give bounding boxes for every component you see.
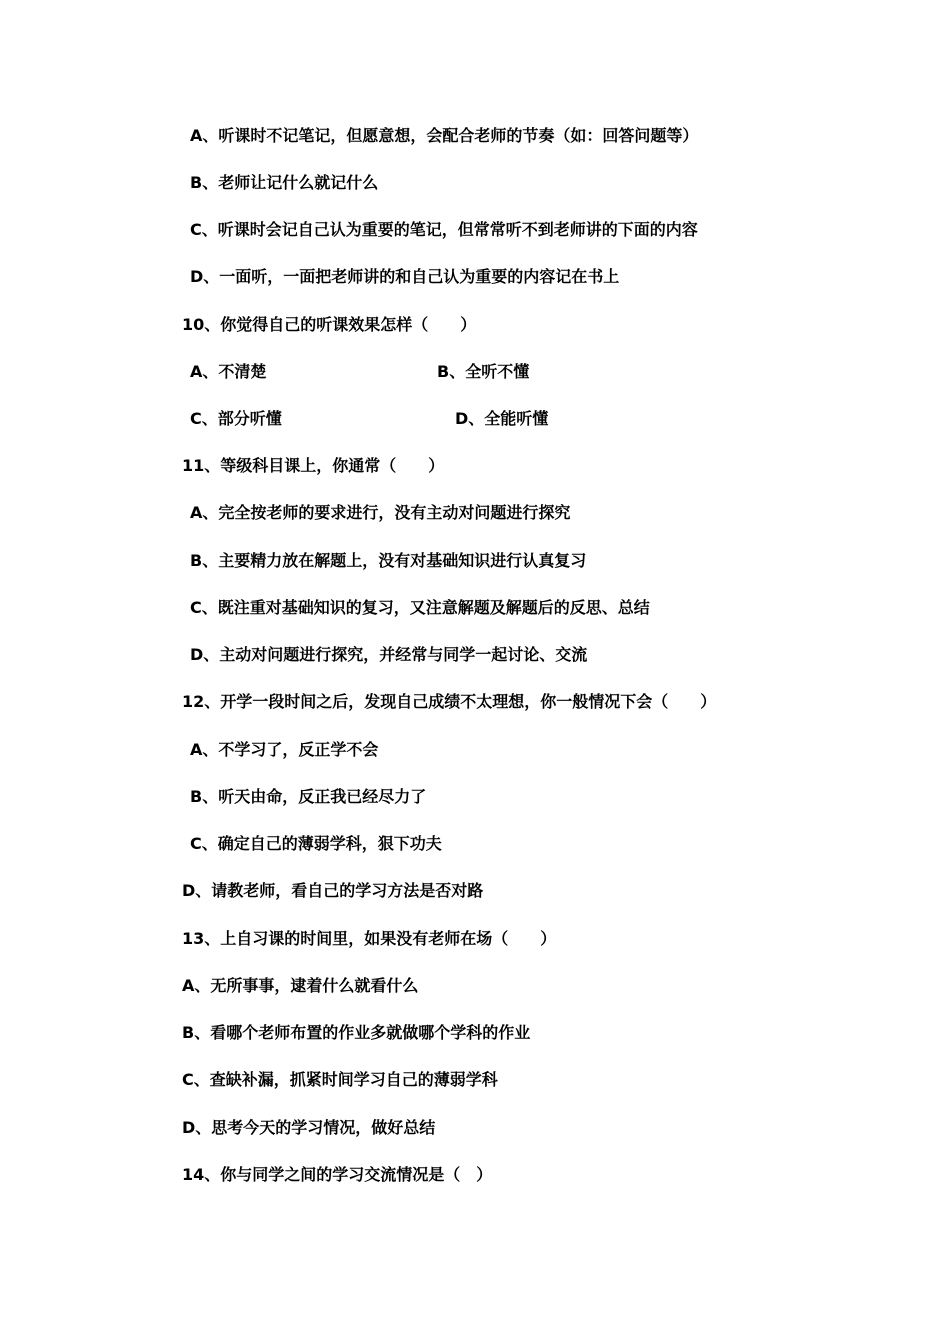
q11-option-d: D、主动对问题进行探究，并经常与同学一起讨论、交流 bbox=[190, 645, 588, 664]
q11-option-b: B、主要精力放在解题上，没有对基础知识进行认真复习 bbox=[190, 551, 587, 570]
question-11: 11、等级科目课上，你通常（ ） bbox=[182, 456, 445, 475]
q12-option-d: D、请教老师，看自己的学习方法是否对路 bbox=[182, 881, 484, 900]
q13-option-c: C、查缺补漏，抓紧时间学习自己的薄弱学科 bbox=[182, 1070, 498, 1089]
q10-option-c: C、部分听懂 bbox=[190, 409, 282, 428]
question-12: 12、开学一段时间之后，发现自己成绩不太理想，你一般情况下会（ ） bbox=[182, 692, 717, 711]
q12-option-b: B、听天由命，反正我已经尽力了 bbox=[190, 787, 427, 806]
q13-option-d: D、思考今天的学习情况，做好总结 bbox=[182, 1118, 436, 1137]
q10-option-d: D、全能听懂 bbox=[455, 409, 549, 428]
q10-option-a: A、不清楚 bbox=[190, 362, 267, 381]
question-13: 13、上自习课的时间里，如果没有老师在场（ ） bbox=[182, 929, 557, 948]
question-14: 14、你与同学之间的学习交流情况是（ ） bbox=[182, 1165, 493, 1184]
q9-option-a: A、听课时不记笔记，但愿意想，会配合老师的节奏（如：回答问题等） bbox=[190, 126, 699, 145]
q11-option-a: A、完全按老师的要求进行，没有主动对问题进行探究 bbox=[190, 503, 571, 522]
q9-option-d: D、一面听，一面把老师讲的和自己认为重要的内容记在书上 bbox=[190, 267, 620, 286]
q13-option-a: A、无所事事，逮着什么就看什么 bbox=[182, 976, 419, 995]
q12-option-a: A、不学习了，反正学不会 bbox=[190, 740, 379, 759]
q11-option-c: C、既注重对基础知识的复习，又注意解题及解题后的反思、总结 bbox=[190, 598, 650, 617]
q12-option-c: C、确定自己的薄弱学科，狠下功夫 bbox=[190, 834, 442, 853]
q9-option-b: B、老师让记什么就记什么 bbox=[190, 173, 379, 192]
q13-option-b: B、看哪个老师布置的作业多就做哪个学科的作业 bbox=[182, 1023, 531, 1042]
q9-option-c: C、听课时会记自己认为重要的笔记，但常常听不到老师讲的下面的内容 bbox=[190, 220, 698, 239]
question-10: 10、你觉得自己的听课效果怎样（ ） bbox=[182, 315, 477, 334]
q10-option-b: B、全听不懂 bbox=[437, 362, 530, 381]
